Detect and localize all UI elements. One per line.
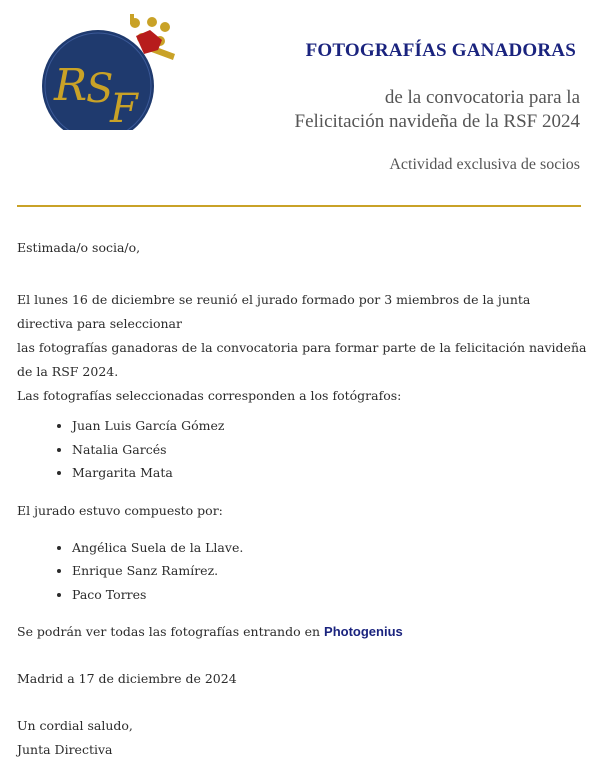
intro-line-1: El lunes 16 de diciembre se reunió el jurado formado por 3 miembros de la junta directiva para seleccionar	[17, 292, 531, 331]
see-photos-text: Se podrán ver todas las fotografías entrando en	[17, 624, 325, 639]
date-line: Madrid a 17 de diciembre de 2024	[17, 671, 237, 686]
photogenius-link[interactable]: Photogenius	[324, 624, 403, 639]
list-item: • Margarita Mata	[72, 461, 589, 485]
header-divider	[17, 205, 581, 207]
list-item: • Juan Luis García Gómez	[72, 414, 589, 438]
closing-salutation: Un cordial saludo,	[17, 718, 133, 733]
jury-intro: El jurado estuvo compuesto por:	[17, 502, 223, 518]
list-item: • Enrique Sanz Ramírez.	[72, 559, 589, 583]
intro-line-2: las fotografías ganadoras de la convocatoria para formar parte de la felicitación navideña de la RSF 2024.	[17, 340, 587, 379]
closing	[17, 714, 589, 762]
list-item: • Natalia Garcés	[72, 438, 589, 462]
see-photos-line	[17, 620, 589, 644]
email-body	[17, 236, 589, 762]
subtitle-line-2: Felicitación navideña de la RSF 2024	[294, 111, 580, 132]
rsf-logo	[40, 14, 185, 130]
rsf-logo-icon	[40, 14, 185, 130]
subtitle-line-1: de la convocatoria para la	[384, 87, 580, 108]
jury-list	[17, 536, 589, 607]
logo-letter-s: S	[86, 66, 114, 112]
members-only-note: Actividad exclusiva de socios	[389, 156, 580, 173]
list-item: • Angélica Suela de la Llave.	[72, 536, 589, 560]
logo-letter-f: F	[110, 86, 138, 130]
greeting: Estimada/o socia/o,	[17, 240, 141, 255]
list-item: • Paco Torres	[72, 583, 589, 607]
logo-letter-r: R	[54, 60, 88, 111]
signature: Junta Directiva	[17, 742, 113, 757]
intro-paragraph	[17, 288, 589, 408]
page-title: FOTOGRAFÍAS GANADORAS	[305, 40, 576, 61]
intro-line-3: Las fotografías seleccionadas corresponden a los fotógrafos:	[17, 388, 402, 403]
page-subtitle	[295, 86, 580, 134]
winners-list	[17, 414, 589, 485]
